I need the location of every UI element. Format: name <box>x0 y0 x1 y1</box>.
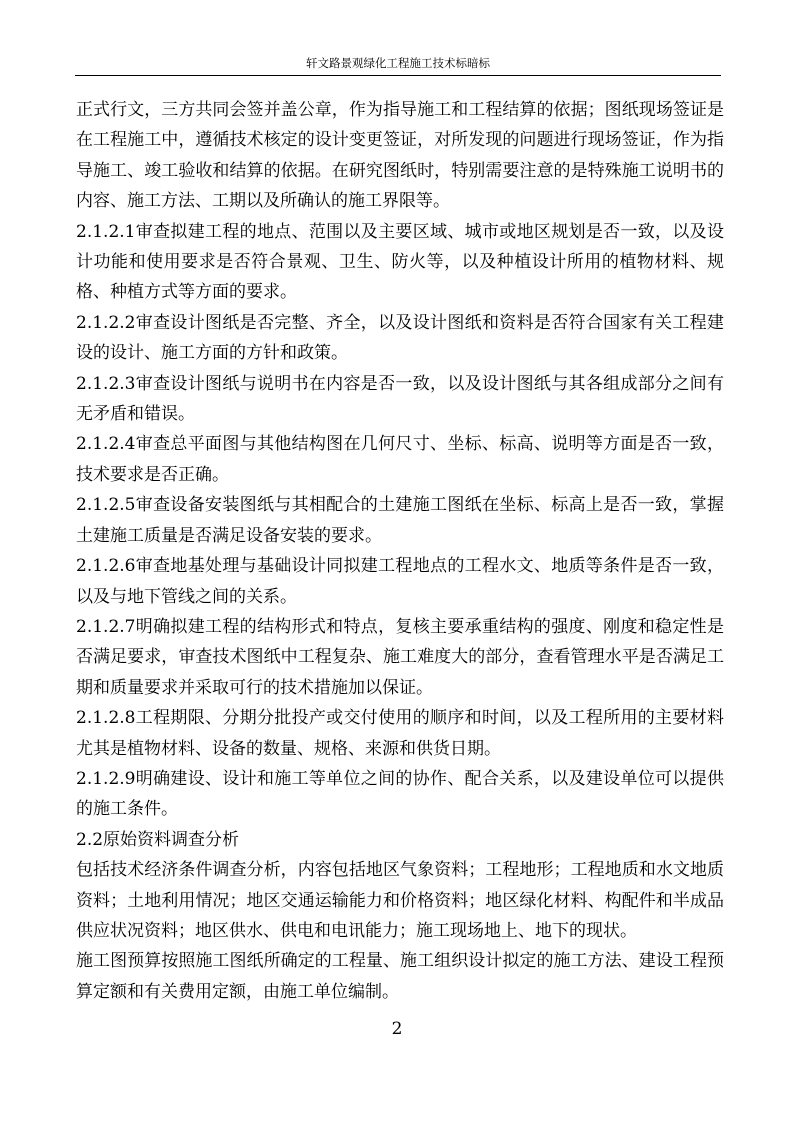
document-title: 轩文路景观绿化工程施工技术标暗标 <box>306 56 490 70</box>
paragraph-intro-continuation: 正式行文，三方共同会签并盖公章，作为指导施工和工程结算的依据；图纸现场签证是在工程施工中，遵循技术核定的设计变更签证，对所发现的问题进行现场签证，作为指导施工、竣工验收和结算的依据。在研究图纸时，特别需要注意的是特殊施工说明书的内容、施工方法、工期以及所确认的施工界限等。 <box>76 100 724 212</box>
section-heading-2-2: 2.2原始资料调查分析 <box>76 829 240 850</box>
paragraph-2-1-2-2: 2.1.2.2审查设计图纸是否完整、齐全，以及设计图纸和资料是否符合国家有关工程建设的设计、施工方面的方针和政策。 <box>76 312 724 364</box>
paragraph-survey-analysis: 包括技术经济条件调查分析，内容包括地区气象资料；工程地形；工程地质和水文地质资料；土地利用情况；地区交通运输能力和价格资料；地区绿化材料、构配件和半成品供应状况资料；地区供水、供电和电讯能力；施工现场地上、地下的现状。 <box>76 860 724 941</box>
paragraph-2-1-2-6: 2.1.2.6审查地基处理与基础设计同拟建工程地点的工程水文、地质等条件是否一致，以及与地下管线之间的关系。 <box>76 556 724 607</box>
paragraph-2-1-2-1: 2.1.2.1审查拟建工程的地点、范围以及主要区域、城市或地区规划是否一致，以及设计功能和使用要求是否符合景观、卫生、防火等，以及种植设计所用的植物材料、规格、种植方式等方面的要求。 <box>76 221 724 303</box>
page-number: 2 <box>391 1019 403 1039</box>
page-header <box>75 54 721 76</box>
paragraph-budget: 施工图预算按照施工图纸所确定的工程量、施工组织设计拟定的施工方法、建设工程预算定额和有关费用定额，由施工单位编制。 <box>76 951 724 1002</box>
paragraph-2-1-2-8: 2.1.2.8工程期限、分期分批投产或交付使用的顺序和时间，以及工程所用的主要材料尤其是植物材料、设备的数量、规格、来源和供货日期。 <box>76 708 724 759</box>
paragraph-2-1-2-5: 2.1.2.5审查设备安装图纸与其相配合的土建施工图纸在坐标、标高上是否一致，掌握土建施工质量是否满足设备安装的要求。 <box>76 495 724 546</box>
paragraph-2-1-2-3: 2.1.2.3审查设计图纸与说明书在内容是否一致，以及设计图纸与其各组成部分之间有无矛盾和错误。 <box>76 373 724 425</box>
paragraph-2-1-2-9: 2.1.2.9明确建设、设计和施工等单位之间的协作、配合关系，以及建设单位可以提供的施工条件。 <box>76 768 724 820</box>
document-body <box>76 95 724 1007</box>
paragraph-2-1-2-7: 2.1.2.7明确拟建工程的结构形式和特点，复核主要承重结构的强度、刚度和稳定性是否满足要求，审查技术图纸中工程复杂、施工难度大的部分，查看管理水平是否满足工期和质量要求并采取可行的技术措施加以保证。 <box>76 616 724 698</box>
paragraph-2-1-2-4: 2.1.2.4审查总平面图与其他结构图在几何尺寸、坐标、标高、说明等方面是否一致，技术要求是否正确。 <box>76 434 724 485</box>
